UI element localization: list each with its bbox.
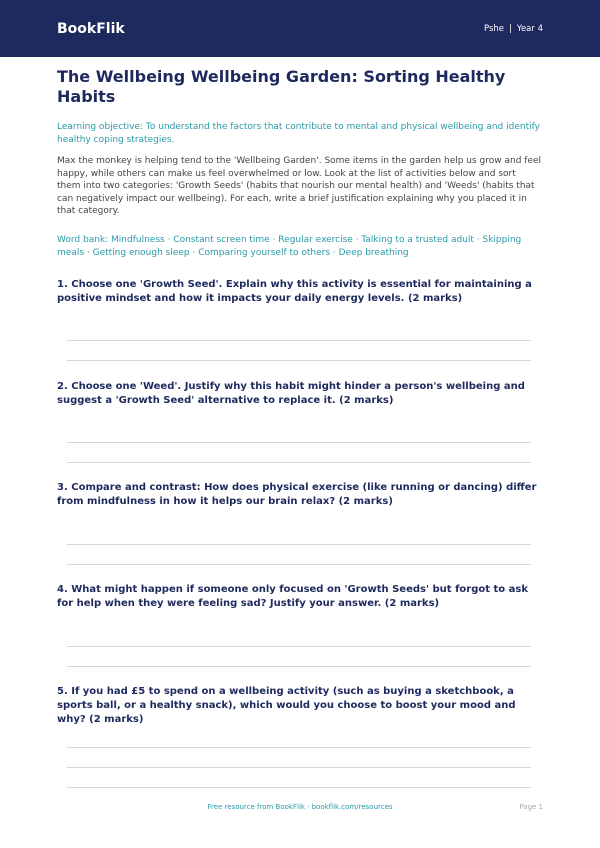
answer-line[interactable] bbox=[67, 360, 531, 361]
answer-line[interactable] bbox=[67, 767, 531, 768]
answer-line[interactable] bbox=[67, 564, 531, 565]
question-5: 5. If you had £5 to spend on a wellbeing activity (such as buying a sketchbook, a sports ball, or a healthy snack), which would you choose to boost your mood and why? (2 marks) bbox=[57, 686, 516, 725]
answer-line[interactable] bbox=[67, 747, 531, 748]
worksheet-title: The Wellbeing Wellbeing Garden: Sorting Healthy Habits bbox=[57, 67, 506, 106]
word-bank: Word bank: Mindfulness · Constant screen time · Regular exercise · Talking to a trusted adult · Skipping meals · Getting enough sleep · Comparing yourself to others · Deep breathing bbox=[57, 235, 522, 258]
answer-line[interactable] bbox=[67, 442, 531, 443]
question-1: 1. Choose one 'Growth Seed'. Explain why this activity is essential for maintaining a positive mindset and how it impacts your daily energy levels. (2 marks) bbox=[57, 279, 532, 304]
year-label: Year 4 bbox=[516, 23, 543, 34]
answer-line[interactable] bbox=[67, 340, 531, 341]
question-2: 2. Choose one 'Weed'. Justify why this habit might hinder a person's wellbeing and suggest a 'Growth Seed' alternative to replace it. (2 marks) bbox=[57, 381, 525, 406]
question-3: 3. Compare and contrast: How does physical exercise (like running or dancing) differ from mindfulness in how it helps our brain relax? (2 marks) bbox=[57, 482, 537, 507]
question-4: 4. What might happen if someone only focused on 'Growth Seeds' but forgot to ask for help when they were feeling sad? Justify your answer. (2 marks) bbox=[57, 584, 528, 609]
answer-line[interactable] bbox=[67, 666, 531, 667]
meta-separator: | bbox=[509, 23, 512, 34]
brand-logo: BookFlik bbox=[57, 20, 125, 37]
answer-line[interactable] bbox=[67, 462, 531, 463]
answer-line[interactable] bbox=[67, 787, 531, 788]
subject-label: Pshe bbox=[483, 23, 505, 34]
answer-line[interactable] bbox=[67, 646, 531, 647]
page-header bbox=[0, 0, 600, 57]
header-meta bbox=[484, 24, 543, 34]
footer-credit: Free resource from BookFlik · bookflik.com/resources bbox=[207, 803, 393, 811]
page-number: Page 1 bbox=[519, 803, 543, 811]
learning-objective: Learning objective: To understand the factors that contribute to mental and physical wellbeing and identify healthy coping strategies. bbox=[57, 122, 540, 145]
intro-paragraph: Max the monkey is helping tend to the 'Wellbeing Garden'. Some items in the garden help us grow and feel happy, while others can make us feel overwhelmed or low. Look at the list of activities below and sort them into two categories: 'Growth Seeds' (habits that nourish our mental health) and 'Weeds' (habits that can negatively impact our wellbeing). For each, write a brief justification explaining why you placed it in that category. bbox=[57, 156, 542, 216]
answer-line[interactable] bbox=[67, 544, 531, 545]
